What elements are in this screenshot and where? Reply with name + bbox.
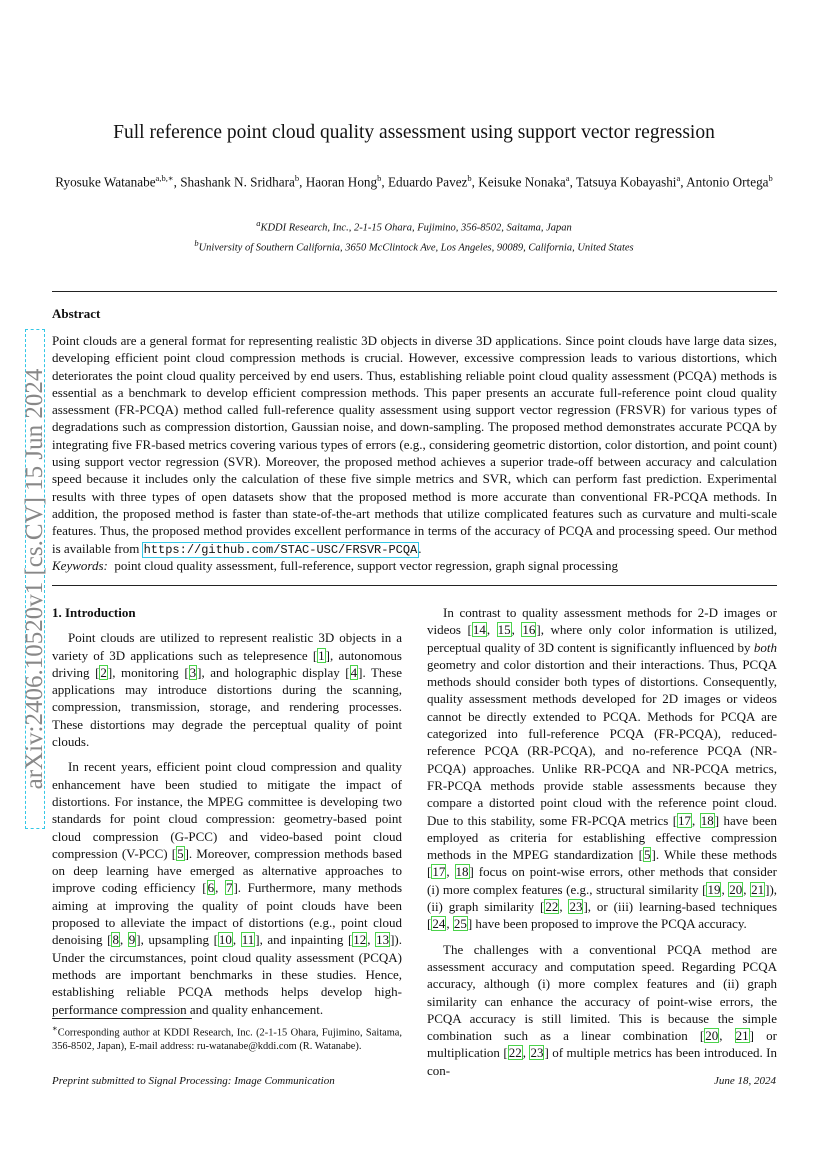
divider-top <box>52 291 777 292</box>
citation-link[interactable]: 22 <box>545 899 559 915</box>
paper-title: Full reference point cloud quality assessment using support vector regression <box>113 122 715 143</box>
paragraph: Point clouds are utilized to represent realistic 3D objects in a variety of 3D applications such as telepresence [1], autonomous driving [2], monitoring [3], and holographic display [4]. These applications may introduce distortions during the scanning, compression, transmission, storage, and rendering processes. These distortions may degrade the perceptual quality of point clouds. <box>52 630 403 750</box>
citation-link[interactable]: 1 <box>318 647 325 663</box>
citation-link[interactable]: 9 <box>128 932 136 948</box>
divider-bottom <box>52 585 777 586</box>
arxiv-stamp-text: arXiv:2406.10520v1 [cs.CV] 15 Jun 2024 <box>21 368 48 790</box>
citation-link[interactable]: 23 <box>569 899 583 915</box>
footnote: ∗Corresponding author at KDDI Research, Inc. (2-1-15 Ohara, Fujimino, Saitama, 356-8502, Japan), E-mail address: ru-watanabe@kddi.com (R. Watanabe). <box>52 1023 402 1052</box>
citation-link[interactable]: 5 <box>177 845 184 861</box>
citation-link[interactable]: 7 <box>225 880 233 896</box>
citation-link[interactable]: 21 <box>751 881 765 897</box>
citation-link[interactable]: 18 <box>455 864 469 880</box>
citation-link[interactable]: 11 <box>241 932 255 948</box>
citation-link[interactable]: 15 <box>497 622 511 638</box>
abstract-body: Point clouds are a general format for representing realistic 3D objects in diverse 3D applications. Since point clouds have large data sizes, developing efficient point cloud compression methods is crucial. However, excessive compression leads to various distortions, which deteriorates the point cloud quality perceived by end users. Thus, establishing reliable point cloud quality assessment (PCQA) methods is essential as a benchmark to develop efficient compression methods. This paper presents an accurate full-reference point cloud quality assessment (FR-PCQA) method called full-reference quality assessment using support vector regression (FRSVR) for various types of degradations such as compression distortion, Gaussian noise, and down-sampling. The proposed method demonstrates accurate PCQA by integrating five FR-based metrics covering various types of errors (e.g., considering geometric distortion, color distortion, and point count) using support vector regression (SVR). Moreover, the proposed method achieves a superior trade-off between accuracy and calculation speed because it includes only the calculation of these five simple metrics and SVR, which can perform fast prediction. Experimental results with three types of open datasets show that the proposed method is more accurate than conventional FR-PCQA methods. In addition, the proposed method is faster than state-of-the-art methods that utilize complicated features such as curvature and multi-scale features. Thus, the proposed method provides excellent performance in terms of the accuracy of PCQA and processing speed. Our method is available from https://github.com/STAC-USC/FRSVR-PCQA. <box>52 333 777 557</box>
footer-journal: Preprint submitted to Signal Processing: Image Communication <box>52 1075 335 1087</box>
section-heading-introduction: 1. Introduction <box>52 605 136 620</box>
citation-link[interactable]: 10 <box>218 932 232 948</box>
arxiv-stamp[interactable] <box>21 330 48 828</box>
citation-link[interactable]: 12 <box>353 932 367 948</box>
left-column <box>52 604 402 1018</box>
citation-link[interactable]: 21 <box>735 1028 749 1044</box>
citation-link[interactable]: 13 <box>376 932 390 948</box>
citation-link[interactable]: 8 <box>112 932 119 948</box>
citation-link[interactable]: 17 <box>432 864 446 880</box>
keywords <box>52 557 777 574</box>
right-column <box>427 604 777 1079</box>
keywords-text: point cloud quality assessment, full-reference, support vector regression, graph signal processing <box>114 558 618 573</box>
citation-link[interactable]: 4 <box>350 664 358 680</box>
footnote-rule <box>52 1018 192 1019</box>
citation-link[interactable]: 5 <box>643 847 651 863</box>
citation-link[interactable]: 14 <box>472 622 486 638</box>
affiliation-a: $^a$KDDI Research, Inc., 2-1-15 Ohara, Fujimino, 356-8502, Saitama, Japan <box>256 218 572 234</box>
paragraph: The challenges with a conventional PCQA method are assessment accuracy and computation speed. Regarding PCQA accuracy, although (i) more complex features and (ii) graph similarity can enhance the accuracy of point-wise errors, the PCQA accuracy is still limited. This is because the simple combination such as a linear combination [20, 21] or multiplication [22, 23] of multiple metrics has been introduced. In con- <box>427 941 778 1078</box>
citation-link[interactable]: 23 <box>530 1045 544 1061</box>
citation-link[interactable]: 6 <box>207 880 215 896</box>
citation-link[interactable]: 3 <box>189 664 197 680</box>
affiliations <box>50 216 778 256</box>
paragraph: In contrast to quality assessment methods for 2-D images or videos [14, 15, 16], where only color information is utilized, perceptual quality of 3D content is significantly influenced by both geometry and color distortion and their interactions. Thus, PCQA methods should consider both types of distortions. Consequently, quality assessment methods developed for 2D images or videos cannot be directly extended to PCQA. Methods for PCQA are categorized into full-reference PCQA (FR-PCQA), reduced-reference PCQA (RR-PCQA), and no-reference PCQA (NR-PCQA) approaches. Unlike RR-PCQA and NR-PCQA metrics, FR-PCQA methods provide stable assessments because they compare a distorted point cloud with the reference point cloud. Due to this stability, some FR-PCQA metrics [17, 18] have been employed as criteria for establishing effective compression methods in the MPEG standardization [5]. While these methods [17, 18] focus on point-wise errors, other methods that consider (i) more complex features (e.g., structural similarity [19, 20, 21]), (ii) graph similarity [22, 23], or (iii) learning-based techniques [24, 25] have been proposed to improve the PCQA accuracy. <box>427 605 778 932</box>
footer-date: June 18, 2024 <box>713 1075 776 1087</box>
abstract-heading: Abstract <box>52 306 101 321</box>
citation-link[interactable]: 17 <box>678 812 692 828</box>
citation-link[interactable]: 20 <box>705 1028 719 1044</box>
citation-link[interactable]: 20 <box>729 881 743 897</box>
keywords-label: Keywords: <box>52 558 108 573</box>
github-link[interactable]: https://github.com/STAC-USC/FRSVR-PCQA <box>143 542 418 557</box>
citation-link[interactable]: 16 <box>522 622 536 638</box>
citation-link[interactable]: 22 <box>508 1045 522 1061</box>
citation-link[interactable]: 25 <box>453 916 467 932</box>
citation-link[interactable]: 18 <box>700 812 714 828</box>
author-list: Ryosuke Watanabe$^{a,b,∗}$, Shashank N. Sridhara$^b$, Haoran Hong$^b$, Eduardo Pavez$^b$, Keisuke Nonaka$^a$, Tatsuya Kobayashi$^a$, Antonio Ortega$^b$ <box>55 173 773 190</box>
affiliation-b: $^b$University of Southern California, 3650 McClintock Ave, Los Angeles, 90089, California, United States <box>194 238 634 254</box>
citation-link[interactable]: 24 <box>432 916 446 932</box>
paragraph: In recent years, efficient point cloud compression and quality enhancement have been studied to mitigate the impact of distortions. For instance, the MPEG committee is developing two standards for point cloud compression: geometry-based point cloud compression (G-PCC) and video-based point cloud compression (V-PCC) [5]. Moreover, compression methods based on deep learning have emerged as alternative approaches to improve coding efficiency [6, 7]. Furthermore, many methods aiming at improving the quality of point clouds have been proposed to alleviate the impact of distortions (e.g., point cloud denoising [8, 9], upsampling [10, 11], and inpainting [12, 13]). Under the circumstances, point cloud quality assessment (PCQA) methods are important benchmarks in these studies. Hence, establishing reliable PCQA methods helps develop high-performance compression and quality enhancement. <box>52 759 403 1017</box>
citation-link[interactable]: 2 <box>100 664 107 680</box>
citation-link[interactable]: 19 <box>707 881 721 897</box>
